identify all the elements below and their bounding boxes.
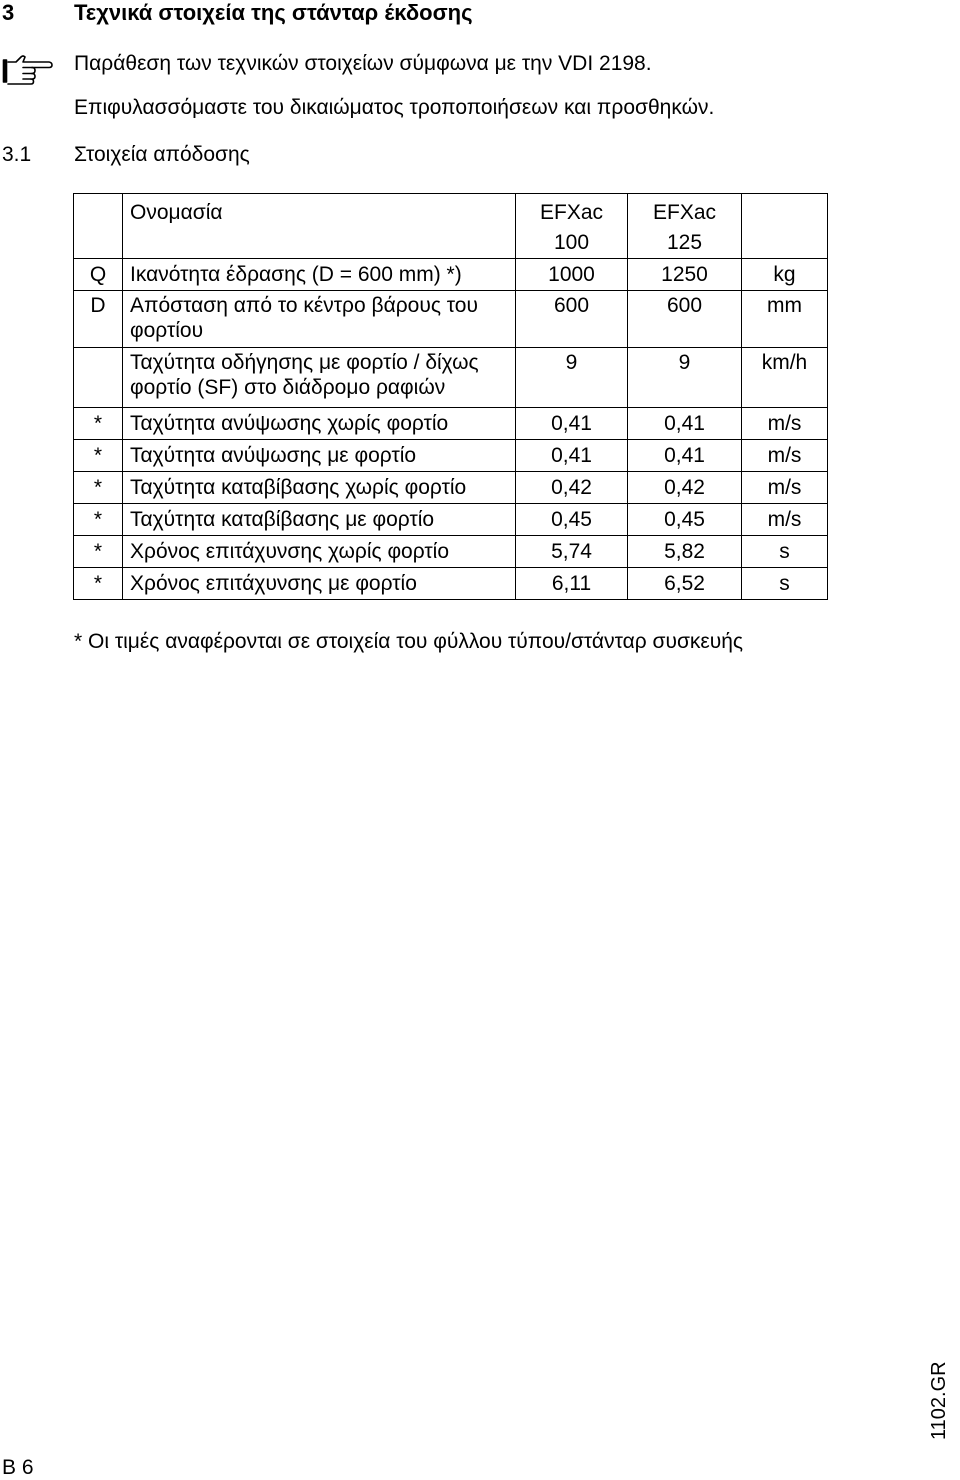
row-symbol: * (74, 440, 123, 472)
row-value-2: 1250 (628, 259, 742, 291)
document-code (928, 1361, 951, 1440)
row-unit: m/s (742, 504, 828, 536)
row-unit: m/s (742, 472, 828, 504)
section-number: 3 (2, 0, 15, 25)
performance-table (73, 193, 828, 600)
row-value-2: 0,45 (628, 504, 742, 536)
table-row (74, 536, 828, 568)
row-value-1: 0,42 (516, 472, 628, 504)
row-value-1: 0,41 (516, 408, 628, 440)
row-name-line-2: φορτίο (SF) στο διάδρομο ραφιών (130, 376, 446, 399)
row-value-1: 0,41 (516, 440, 628, 472)
subsection-title: Στοιχεία απόδοσης (74, 143, 250, 166)
footnote: * Οι τιμές αναφέρονται σε στοιχεία του φύλλου τύπου/στάνταρ συσκευής (74, 630, 744, 653)
row-value-2: 0,41 (628, 440, 742, 472)
row-name-line-2: φορτίου (130, 319, 204, 342)
table-row (74, 440, 828, 472)
row-unit: mm (742, 291, 828, 348)
row-name (123, 348, 516, 408)
row-value-2: 600 (628, 291, 742, 348)
row-value-2: 9 (628, 348, 742, 408)
row-symbol: * (74, 408, 123, 440)
row-value-1: 0,45 (516, 504, 628, 536)
section-title: Τεχνικά στοιχεία της στάνταρ έκδοσης (74, 0, 473, 25)
page-label: B 6 (2, 1456, 34, 1479)
row-name: Ικανότητα έδρασης (D = 600 mm) *) (123, 259, 516, 291)
subsection-number: 3.1 (2, 143, 32, 166)
row-unit: s (742, 568, 828, 600)
row-name: Ταχύτητα ανύψωσης με φορτίο (123, 440, 516, 472)
row-name: Ταχύτητα καταβίβασης χωρίς φορτίο (123, 472, 516, 504)
table-row (74, 504, 828, 536)
header-model-2 (628, 194, 742, 259)
note-line-1: Παράθεση των τεχνικών στοιχείων σύμφωνα με την VDI 2198. (74, 52, 652, 75)
row-name: Χρόνος επιτάχυνσης με φορτίο (123, 568, 516, 600)
row-name: Ταχύτητα ανύψωσης χωρίς φορτίο (123, 408, 516, 440)
table-row (74, 568, 828, 600)
row-unit: m/s (742, 408, 828, 440)
row-value-1: 6,11 (516, 568, 628, 600)
row-unit: m/s (742, 440, 828, 472)
row-unit: kg (742, 259, 828, 291)
row-value-1: 600 (516, 291, 628, 348)
header-unit-cell (742, 194, 828, 259)
row-unit: s (742, 536, 828, 568)
pointing-hand-icon (2, 52, 54, 86)
header-model-2-number: 125 (666, 231, 703, 254)
row-symbol: Q (74, 259, 123, 291)
header-model-2-name: EFXac (652, 201, 717, 224)
row-name-line-1: Ταχύτητα οδήγησης με φορτίο / δίχως (130, 351, 479, 374)
row-symbol: * (74, 472, 123, 504)
row-name: Ταχύτητα καταβίβασης με φορτίο (123, 504, 516, 536)
row-value-2: 6,52 (628, 568, 742, 600)
row-symbol: * (74, 504, 123, 536)
header-model-1-number: 100 (553, 231, 590, 254)
row-symbol: * (74, 568, 123, 600)
header-name: Ονομασία (130, 201, 223, 224)
table-row (74, 291, 828, 348)
header-symbol-cell (74, 194, 123, 259)
table-row (74, 472, 828, 504)
row-name: Χρόνος επιτάχυνσης χωρίς φορτίο (123, 536, 516, 568)
row-symbol: D (74, 291, 123, 348)
row-value-2: 0,42 (628, 472, 742, 504)
row-value-1: 1000 (516, 259, 628, 291)
row-unit: km/h (742, 348, 828, 408)
header-model-1 (516, 194, 628, 259)
row-value-1: 5,74 (516, 536, 628, 568)
table-header-row (74, 194, 828, 259)
row-name-line-1: Απόσταση από το κέντρο βάρους του (130, 294, 478, 317)
row-value-2: 5,82 (628, 536, 742, 568)
note-line-2: Επιφυλασσόμαστε του δικαιώματος τροποποιήσεων και προσθηκών. (74, 96, 715, 119)
document-code-text: 1102.GR (928, 1361, 950, 1440)
table-row (74, 348, 828, 408)
table-row (74, 408, 828, 440)
row-name (123, 291, 516, 348)
row-symbol: * (74, 536, 123, 568)
row-symbol (74, 348, 123, 408)
header-name-cell (123, 194, 516, 259)
header-model-1-name: EFXac (539, 201, 604, 224)
table-row (74, 259, 828, 291)
row-value-1: 9 (516, 348, 628, 408)
row-value-2: 0,41 (628, 408, 742, 440)
